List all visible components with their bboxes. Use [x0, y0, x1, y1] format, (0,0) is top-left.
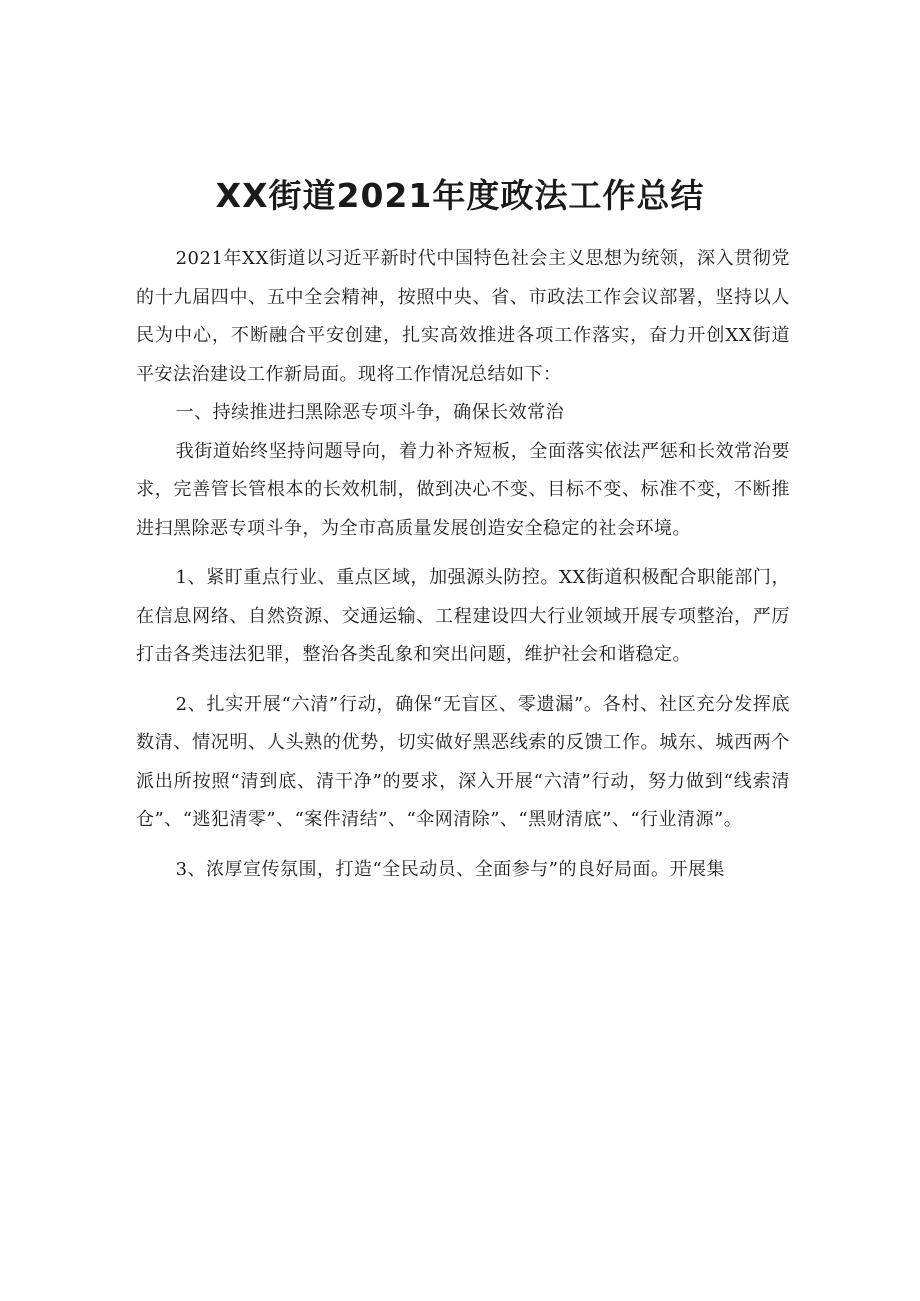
- body-paragraph: 2、扎实开展“六清”行动，确保“无盲区、零遗漏”。各村、社区充分发挥底数清、情况明、人头熟的优势，切实做好黑恶线索的反馈工作。城东、城西两个派出所按照“清到底、清干净”的要求，深入开展“六清”行动，努力做到“线索清仓”、“逃犯清零”、“案件清结”、“伞网清除”、“黑财清底”、“行业清源”。: [136, 693, 790, 830]
- body-paragraph: 3、浓厚宣传氛围，打造“全民动员、全面参与”的良好局面。开展集: [175, 858, 725, 880]
- document-body: [136, 240, 790, 889]
- intro-paragraph: 2021年XX街道以习近平新时代中国特色社会主义思想为统领，深入贯彻党的十九届四中、五中全会精神，按照中央、省、市政法工作会议部署，坚持以人民为中心，不断融合平安创建，扎实高效推进各项工作落实，奋力开创XX街道平安法治建设工作新局面。现将工作情况总结如下：: [136, 248, 790, 385]
- body-paragraph: 1、紧盯重点行业、重点区域，加强源头防控。XX街道积极配合职能部门，在信息网络、自然资源、交通运输、工程建设四大行业领域开展专项整治，严厉打击各类违法犯罪，整治各类乱象和突出问题，维护社会和谐稳定。: [136, 567, 790, 665]
- section-heading: 一、持续推进扫黑除恶专项斗争，确保长效常治: [175, 402, 565, 423]
- body-paragraph: 我街道始终坚持问题导向，着力补齐短板，全面落实依法严惩和长效常治要求，完善管长管根本的长效机制，做到决心不变、目标不变、标准不变，不断推进扫黑除恶专项斗争，为全市高质量发展创造安全稳定的社会环境。: [136, 440, 790, 539]
- document-title: XX街道2021年度政法工作总结: [215, 176, 705, 215]
